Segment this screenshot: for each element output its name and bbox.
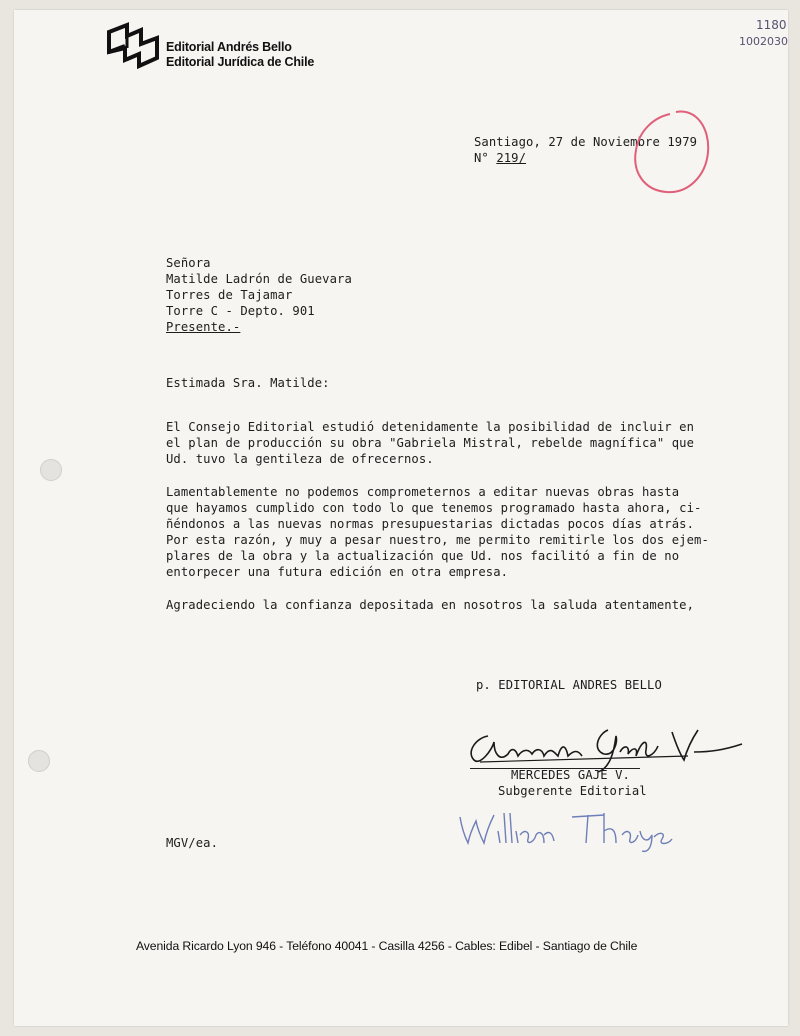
- recipient-address-1: Torres de Tajamar: [166, 288, 293, 302]
- closing-on-behalf: p. EDITORIAL ANDRES BELLO: [476, 678, 662, 692]
- body-p2-line: plares de la obra y la actualización que Ud. nos facilitó a fin de no: [166, 549, 680, 563]
- body-p2-line: que hayamos cumplido con todo lo que tenemos programado hasta ahora, ci-: [166, 501, 702, 515]
- greeting: Estimada Sra. Matilde:: [166, 376, 330, 390]
- red-pencil-circle-mark: [626, 106, 712, 198]
- editorial-logo-icon: [105, 22, 161, 74]
- reference-number-prefix: N°: [474, 151, 489, 165]
- binder-hole-bottom: [28, 750, 50, 772]
- recipient-address-2: Torre C - Depto. 901: [166, 304, 315, 318]
- archive-mark-2: 1002030: [739, 35, 788, 48]
- body-p3-line: Agradeciendo la confianza depositada en nosotros la saluda atentamente,: [166, 598, 695, 612]
- letterhead-line-1: Editorial Andrés Bello: [166, 40, 292, 54]
- body-p1-line: El Consejo Editorial estudió detenidamente la posibilidad de incluir en: [166, 420, 695, 434]
- reference-number-value: 219/: [496, 151, 527, 165]
- body-p2-line: entorpecer una futura edición en otra empresa.: [166, 565, 509, 579]
- body-p1-line: Ud. tuvo la gentileza de ofrecernos.: [166, 452, 434, 466]
- signer-name: MERCEDES GAJE V.: [511, 768, 630, 782]
- typist-initials: MGV/ea.: [166, 836, 219, 850]
- letter-page: [14, 10, 788, 1026]
- place-date: Santiago, 27 de Noviembre 1979: [474, 135, 698, 149]
- letterhead-footer-address: Avenida Ricardo Lyon 946 - Teléfono 40041 - Casilla 4256 - Cables: Edibel - Santiago de Chile: [136, 939, 638, 953]
- body-p2-line: ñéndonos a las nuevas normas presupuestarias dictadas pocos días atrás.: [166, 517, 695, 531]
- reference-number: [474, 151, 526, 165]
- letterhead-line-2: Editorial Jurídica de Chile: [166, 55, 315, 69]
- binder-hole-top: [40, 459, 62, 481]
- signer-title: Subgerente Editorial: [498, 784, 647, 798]
- body-p1-line: el plan de producción su obra "Gabriela Mistral, rebelde magnífica" que: [166, 436, 695, 450]
- archive-mark-1: 1180: [756, 18, 787, 32]
- handwritten-blue-note: [454, 805, 674, 853]
- body-p2-line: Por esta razón, y muy a pesar nuestro, me permito remitirle los dos ejem-: [166, 533, 709, 547]
- recipient-salutation-title: Señora: [166, 256, 211, 270]
- body-p2-line: Lamentablemente no podemos comprometernos a editar nuevas obras hasta: [166, 485, 680, 499]
- recipient-name: Matilde Ladrón de Guevara: [166, 272, 352, 286]
- recipient-presente: Presente.-: [166, 320, 241, 334]
